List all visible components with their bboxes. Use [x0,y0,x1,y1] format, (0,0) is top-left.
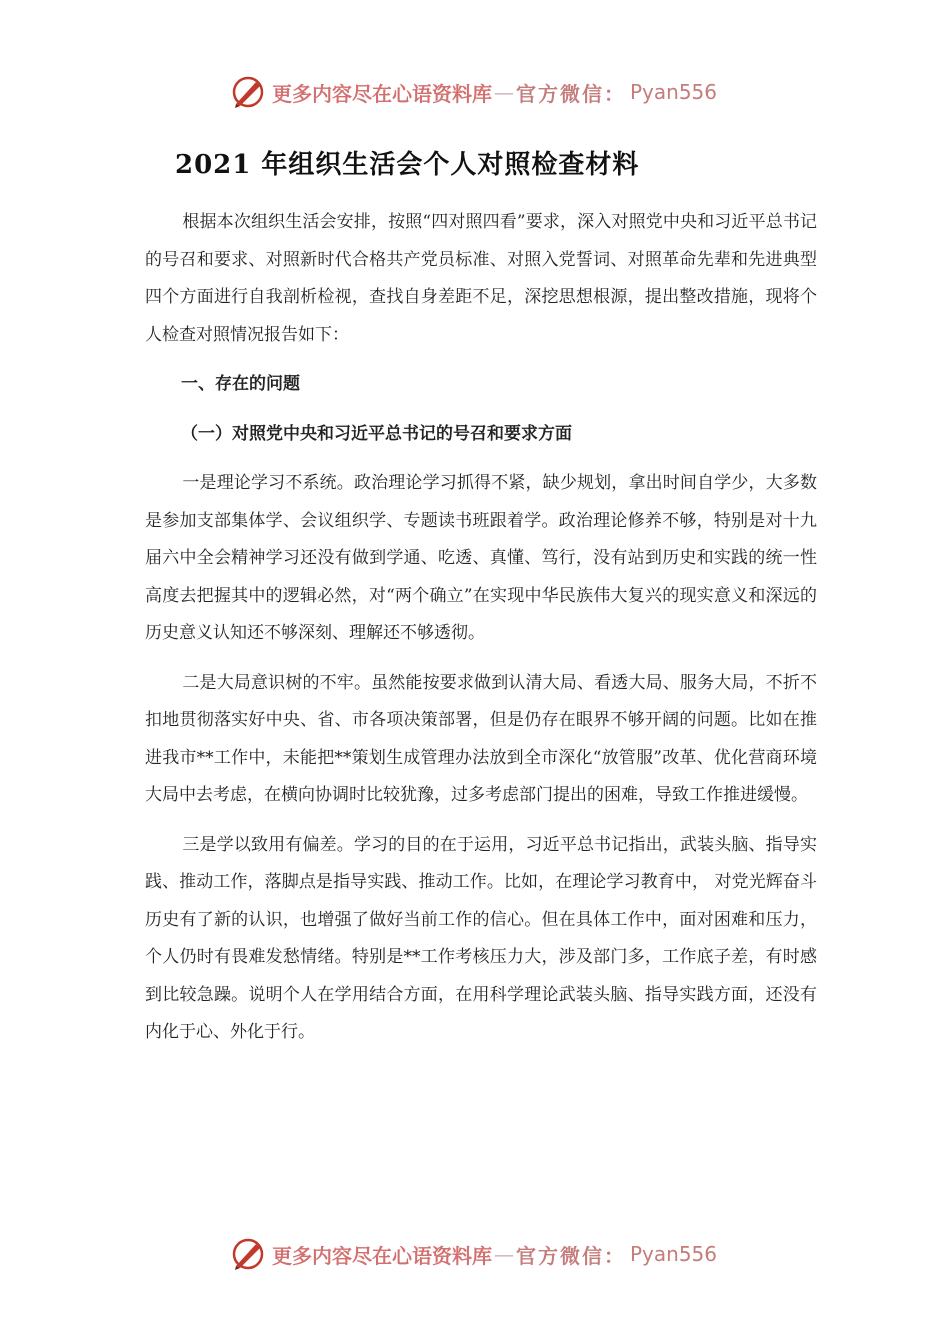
subsection-heading: （一）对照党中央和习近平总书记的号召和要求方面 [181,423,572,444]
pen-logo-icon [230,74,266,110]
watermark-id: Pyan556 [630,1242,718,1266]
body-paragraph: 二是大局意识树的不牢。虽然能按要求做到认清大局、看透大局、服务大局，不折不扣地贯彻落实好中央、省、市各项决策部署，但是仍存在眼界不够开阔的问题。比如在推进我市**工作中，未能把**策划生成管理办法放到全市深化“放管服”改革、优化营商环境大局中去考虑，在横向协调时比较犹豫，过多考虑部门提出的困难，导致工作推进缓慢。 [145,672,817,805]
watermark-header [230,72,717,112]
watermark-id: Pyan556 [630,80,718,104]
body-paragraph: 三是学以致用有偏差。学习的目的在于运用，习近平总书记指出，武装头脑、指导实践、推动工作，落脚点是指导实践、推动工作。比如，在理论学习教育中， 对党光辉奋斗历史有了新的认识，也增强了做好当前工作的信心。但在具体工作中，面对困难和压力，个人仍时有畏难发愁情绪。特别是**工作考核压力大，涉及部门多，工作底子差，有时感到比较急躁。说明个人在学用结合方面，在用科学理论武装头脑、指导实践方面，还没有内化于心、外化于行。 [145,834,817,1042]
intro-paragraph: 根据本次组织生活会安排，按照“四对照四看”要求，深入对照党中央和习近平总书记的号召和要求、对照新时代合格共产党员标准、对照入党誓词、对照革命先辈和先进典型四个方面进行自我剖析检视，查找自身差距不足，深挖思想根源，提出整改措施，现将个人检查对照情况报告如下： [145,212,817,345]
document-title: 2021 年组织生活会个人对照检查材料 [175,150,640,180]
watermark-text: 更多内容尽在心语资料库 [272,1243,492,1268]
watermark-footer [230,1234,717,1274]
watermark-dash: — [494,1242,514,1266]
watermark-official: 官方微信： [516,81,626,106]
watermark-dash: — [494,80,514,104]
pen-logo-icon [230,1236,266,1272]
document-body [145,204,817,1064]
watermark-text: 更多内容尽在心语资料库 [272,81,492,106]
section-heading: 一、存在的问题 [181,374,300,394]
watermark-official: 官方微信： [516,1243,626,1268]
body-paragraph: 一是理论学习不系统。政治理论学习抓得不紧，缺少规划，拿出时间自学少，大多数是参加支部集体学、会议组织学、专题读书班跟着学。政治理论修养不够，特别是对十九届六中全会精神学习还没有做到学通、吃透、真懂、笃行，没有站到历史和实践的统一性高度去把握其中的逻辑必然，对“两个确立”在实现中华民族伟大复兴的现实意义和深远的历史意义认知还不够深刻、理解还不够透彻。 [145,473,817,643]
